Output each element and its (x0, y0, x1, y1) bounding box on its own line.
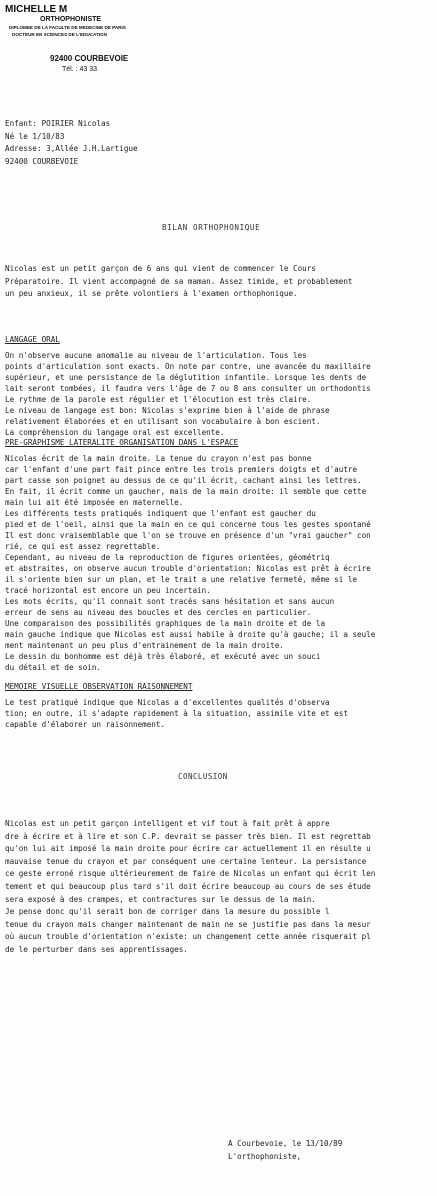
text-line: En fait, il écrit comme un gaucher, mais de la main droite: il semble que cette (5, 487, 367, 496)
text-line: Les différents tests pratiqués indiquent que l'enfant est gaucher du (5, 509, 316, 518)
letterhead-diploma-1: DIPLOMEE DE LA FACULTE DE MEDECINE DE PARIS (9, 25, 126, 30)
patient-name: Enfant: POIRIER Nicolas (5, 119, 111, 128)
text-line: Le dessin du bonhomme est déjà très élaboré, et exécuté avec un souci (5, 652, 321, 661)
text-line: Il est donc vraisemblable que l'on se trouve en présence d'un "vrai gaucher" con (5, 531, 371, 540)
patient-block (5, 118, 138, 168)
text-line: Le test pratiqué indique que Nicolas a d'excellentes qualités d'observa (5, 698, 330, 707)
text-line: et abstraites, on observe aucun trouble d'orientation: Nicolas est prêt à écrire (5, 564, 371, 573)
patient-address: Adresse: 3,Allée J.H.Lartigue (5, 144, 138, 153)
text-line: il s'oriente bien sur un plan, et le trait a une relative fermeté, même si le (5, 575, 358, 584)
section-heading-graphisme (5, 438, 238, 447)
text-line: erreur de sens au niveau des boucles et des cercles en particulier. (5, 608, 312, 617)
patient-city: 92400 COURBEVOIE (5, 156, 79, 166)
patient-birthdate: Né le 1/10/83 (5, 131, 65, 141)
text-line: La compréhension du langage oral est excellente. (5, 428, 225, 437)
text-line: Nicolas est un petit garçon intelligent et vif tout à fait prêt à appre (5, 819, 330, 828)
section-heading-langage (5, 335, 60, 344)
text-line: mauvaise tenue du crayon et par conséquent une certaine lenteur. La persistance (5, 856, 367, 866)
text-line: Les mots écrits, qu'il connait sont tracés sans hésitation et sans aucun (5, 597, 335, 606)
section-heading-memoire (5, 682, 192, 691)
text-line: tion; en outre, il s'adapte rapidement à la situation, assimile vite et est (5, 709, 348, 718)
section-memoire-body (5, 697, 348, 730)
text-line: ce geste erroné risque ultérieurement de faire de Nicolas un enfant qui écrit len (5, 869, 376, 879)
section-heading-text: LANGAGE ORAL (5, 335, 60, 344)
text-line: du détail et de soin. (5, 663, 102, 672)
text-line: Nicolas écrit de la main droite. La tenue du crayon n'est pas bonne (5, 454, 312, 463)
conclusion-body (5, 818, 375, 957)
text-line: Nicolas est un petit garçon de 6 ans qui vient de commencer le Cours (5, 264, 316, 273)
letterhead-diploma-2: DOCTEUR EN SCIENCES DE L'EDUCATION (12, 32, 107, 37)
text-line: ment maintenant un peu plus d'entrainement de la main droite. (5, 641, 284, 650)
text-line: Je pense donc qu'il serait bon de corriger dans la mesure du possible l (5, 907, 330, 917)
text-line: car l'enfant d'une part fait pince entre les trois premiers doigts et d'autre (5, 465, 358, 474)
text-line: main lui ait été imposée en maternelle. (5, 498, 184, 507)
text-line: Une comparaison des possibilités graphiques de la main droite et de la (5, 619, 326, 628)
text-line: points d'articulation sont exacts. On note par contre, une avancée du maxillaire (5, 362, 371, 371)
section-heading-text: MEMOIRE VISUELLE OBSERVATION RAISONNEMENT (5, 682, 193, 691)
text-line: Cependant, au niveau de la reproduction de figures orientées, géométriq (5, 553, 330, 562)
letterhead-profession: ORTHOPHONISTE (40, 16, 102, 23)
text-line: tement et qui beaucoup plus tard s'il doit écrire beaucoup au cours de ses étude (5, 881, 371, 891)
text-line: lait seront tombées, il faudra vers l'âge de 7 ou 8 ans consulter un orthodontis (5, 384, 371, 393)
section-heading-text: PRE-GRAPHISME LATERALITE ORGANISATION DANS L'ESPACE (5, 438, 239, 447)
document-title: BILAN ORTHOPHONIQUE (162, 223, 261, 232)
intro-paragraph (5, 263, 352, 301)
text-line: tracé horizontal est encore un peu incertain. (5, 586, 211, 595)
text-line: un peu anxieux, il se prête volontiers à l'examen orthophonique. (5, 289, 298, 298)
signature-block (228, 1138, 342, 1163)
signature-role: L'orthophoniste, (228, 1151, 302, 1161)
text-line: tenue du crayon mais changer maintenant de main ne se justifie pas dans la mesur (5, 919, 371, 929)
text-line: capable d'élaborer un raisonnement. (5, 720, 166, 729)
text-line: main gauche indique que Nicolas est aussi habile à droite qu'à gauche; il a seule (5, 630, 376, 639)
letterhead-city: 92400 COURBEVOIE (50, 54, 129, 63)
text-line: Préparatoire. Il vient accompagné de sa maman. Assez timide, et probablement (5, 276, 353, 286)
text-line: part casse son poignet au dessus de ce qu'il écrit, cachant ainsi les lettres. (5, 476, 362, 485)
letterhead-tel: Tél. : 43 33 (62, 66, 98, 73)
text-line: sera exposé à des crampes, et contractures sur le dessus de la main. (5, 894, 316, 904)
text-line: On n'observe aucune anomalie au niveau de l'articulation. Tous les (5, 351, 307, 360)
text-line: où aucun trouble d'orientation n'existe: un changement cette année risquerait pl (5, 932, 371, 942)
letterhead-name: MICHELLE M (5, 4, 68, 15)
text-line: rié, ce qui est assez regrettable. (5, 542, 161, 551)
text-line: qu'on lui ait imposé la main droite pour écrire car actuellement il en résulte u (5, 844, 371, 854)
text-line: dre à écrire et à lire et son C.P. devrait se passer très bien. Il est regrettab (5, 831, 371, 841)
text-line: Le niveau de langage est bon: Nicolas s'exprime bien à l'aide de phrase (5, 406, 330, 415)
text-line: Le rythme de la parole est régulier et l'élocution est très claire. (5, 395, 312, 404)
section-graphisme-body (5, 453, 375, 673)
section-langage-body (5, 350, 371, 438)
text-line: supérieur, et une persistance de la déglutition infantile. Lorsque les dents de (5, 373, 367, 382)
conclusion-title: CONCLUSION (178, 772, 228, 781)
text-line: relativement élaborées et en utilisant son vocabulaire à bon escient. (5, 417, 321, 426)
signature-place-date: A Courbevoie, le 13/10/89 (228, 1139, 343, 1148)
text-line: pied et de l'oeil, ainsi que la main en ce qui concerne tous les gestes spontané (5, 520, 371, 529)
text-line: de le perturber dans ses apprentissages. (5, 944, 188, 954)
